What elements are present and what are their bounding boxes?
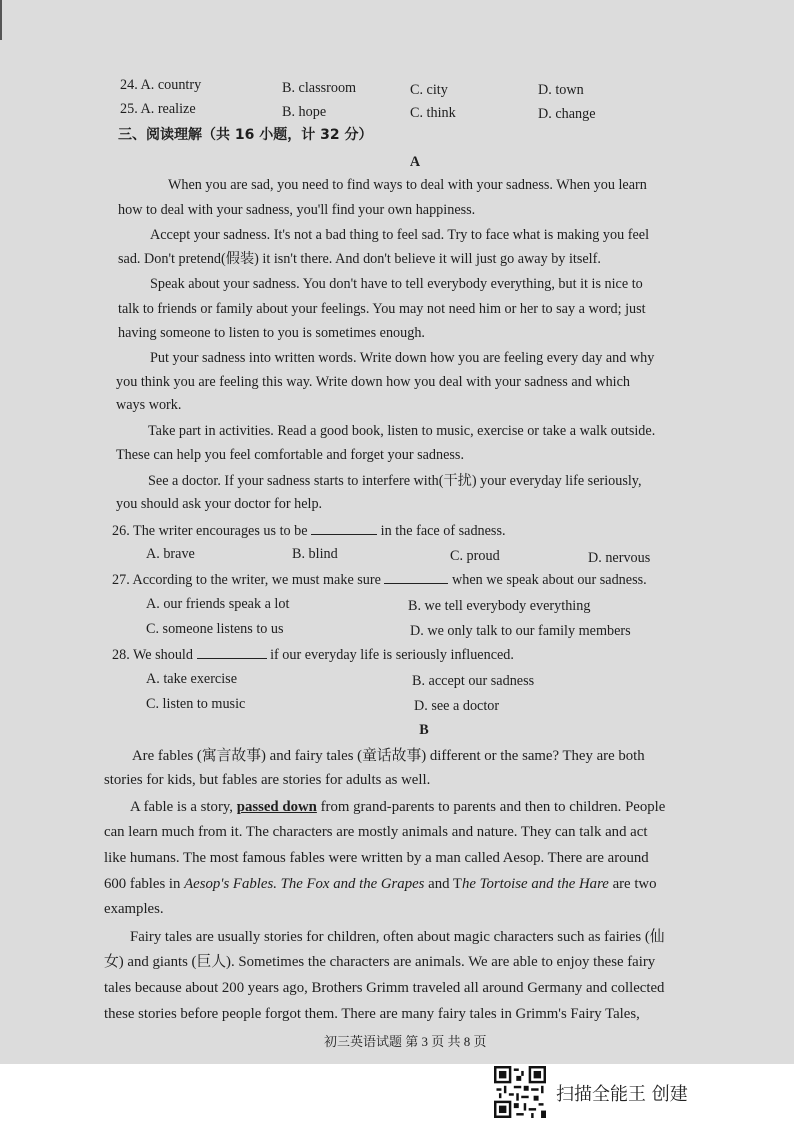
q28-option-d: D. see a doctor [414,698,500,714]
q24-option-d: D. town [538,82,584,98]
scanner-watermark [494,1066,794,1120]
q24-option-a: 24. A. country [120,77,202,93]
passage-a-line: having someone to listen to you is sometimes enough. [118,325,425,341]
passage-a-line: talk to friends or family about your feelings. You may not need him or her to say a word; just [118,301,646,317]
passage-b-line: Fairy tales are usually stories for children, often about magic characters such as fairies (仙 [130,929,665,945]
passage-b-line: tales because about 200 years ago, Brothers Grimm traveled all around Germany and collected [104,980,665,996]
q26-option-a: A. brave [146,546,195,562]
passage-a-line: ways work. [116,397,182,413]
q27-option-a: A. our friends speak a lot [146,596,290,612]
q27-stem: 27. According to the writer, we must make sure when we speak about our sadness. [112,572,647,588]
q27-option-d: D. we only talk to our family members [410,623,631,639]
q28-option-b: B. accept our sadness [412,673,535,689]
passage-b-line: 女) and giants (巨人). Sometimes the characters are animals. We are able to enjoy these fairy [104,954,656,970]
q24-option-b: B. classroom [282,80,357,96]
answer-blank [384,570,448,584]
passage-b-line: can learn much from it. The characters are mostly animals and nature. They can talk and act [104,824,648,840]
passage-b-line: 600 fables in Aesop's Fables. The Fox and the Grapes and The Tortoise and the Hare are two [104,876,657,892]
passage-a-line: you think you are feeling this way. Write down how you deal with your sadness and which [116,374,631,390]
passage-b-line: A fable is a story, passed down from grand-parents to parents and then to children. People [130,799,666,815]
passage-a-line: Take part in activities. Read a good book, listen to music, exercise or take a walk outside. [148,423,656,439]
passage-b-line: Are fables (寓言故事) and fairy tales (童话故事) different or the same? They are both [132,748,645,764]
passage-a-line: See a doctor. If your sadness starts to interfere with(干扰) your everyday life seriously, [148,473,642,489]
page-footer: 初三英语试题 第 3 页 共 8 页 [324,1034,487,1049]
passed-down-underlined: passed down [236,799,317,815]
q25-option-d: D. change [538,106,596,122]
passage-a-label: A [409,154,421,170]
passage-a-line: Put your sadness into written words. Write down how you are feeling every day and why [150,350,655,366]
passage-a-line: These can help you feel comfortable and forget your sadness. [116,447,464,463]
q26-stem: 26. The writer encourages us to be in the face of sadness. [112,523,506,539]
answer-blank [197,645,267,659]
passage-b-line: examples. [104,901,164,917]
q28-option-c: C. listen to music [146,696,246,712]
passage-a-line: When you are sad, you need to find ways to deal with your sadness. When you learn [168,177,647,193]
passage-b-line: these stories before people forgot them. There are many fairy tales in Grimm's Fairy Tales, [104,1006,640,1022]
q26-option-d: D. nervous [588,550,651,566]
passage-a-line: Accept your sadness. It's not a bad thing to feel sad. Try to face what is making you feel [150,227,650,243]
passage-a-line: how to deal with your sadness, you'll find your own happiness. [118,202,476,218]
q24-option-c: C. city [410,82,448,98]
passage-b-label: B [419,722,429,738]
qr-code-icon [494,1066,546,1118]
q25-option-b: B. hope [282,104,327,120]
page-edge [0,0,2,40]
answer-blank [311,521,377,535]
scanner-label: 扫描全能王 创建 [556,1084,688,1105]
q28-option-a: A. take exercise [146,671,237,687]
q26-option-b: B. blind [292,546,338,562]
q25-option-a: 25. A. realize [120,101,196,117]
passage-b-line: stories for kids, but fables are stories for adults as well. [104,772,431,788]
q26-option-c: C. proud [450,548,500,564]
passage-a-line: you should ask your doctor for help. [116,496,323,512]
passage-a-line: sad. Don't pretend(假装) it isn't there. And don't believe it will just go away by itself. [118,251,601,267]
q25-option-c: C. think [410,105,456,121]
q27-option-c: C. someone listens to us [146,621,284,637]
q27-option-b: B. we tell everybody everything [408,598,591,614]
section-heading: 三、阅读理解（共 16 小题，计 32 分） [118,127,373,143]
passage-b-line: like humans. The most famous fables were written by a man called Aesop. There are around [104,850,649,866]
q28-stem: 28. We should if our everyday life is seriously influenced. [112,647,514,663]
passage-a-line: Speak about your sadness. You don't have to tell everybody everything, but it is nice to [150,276,643,292]
